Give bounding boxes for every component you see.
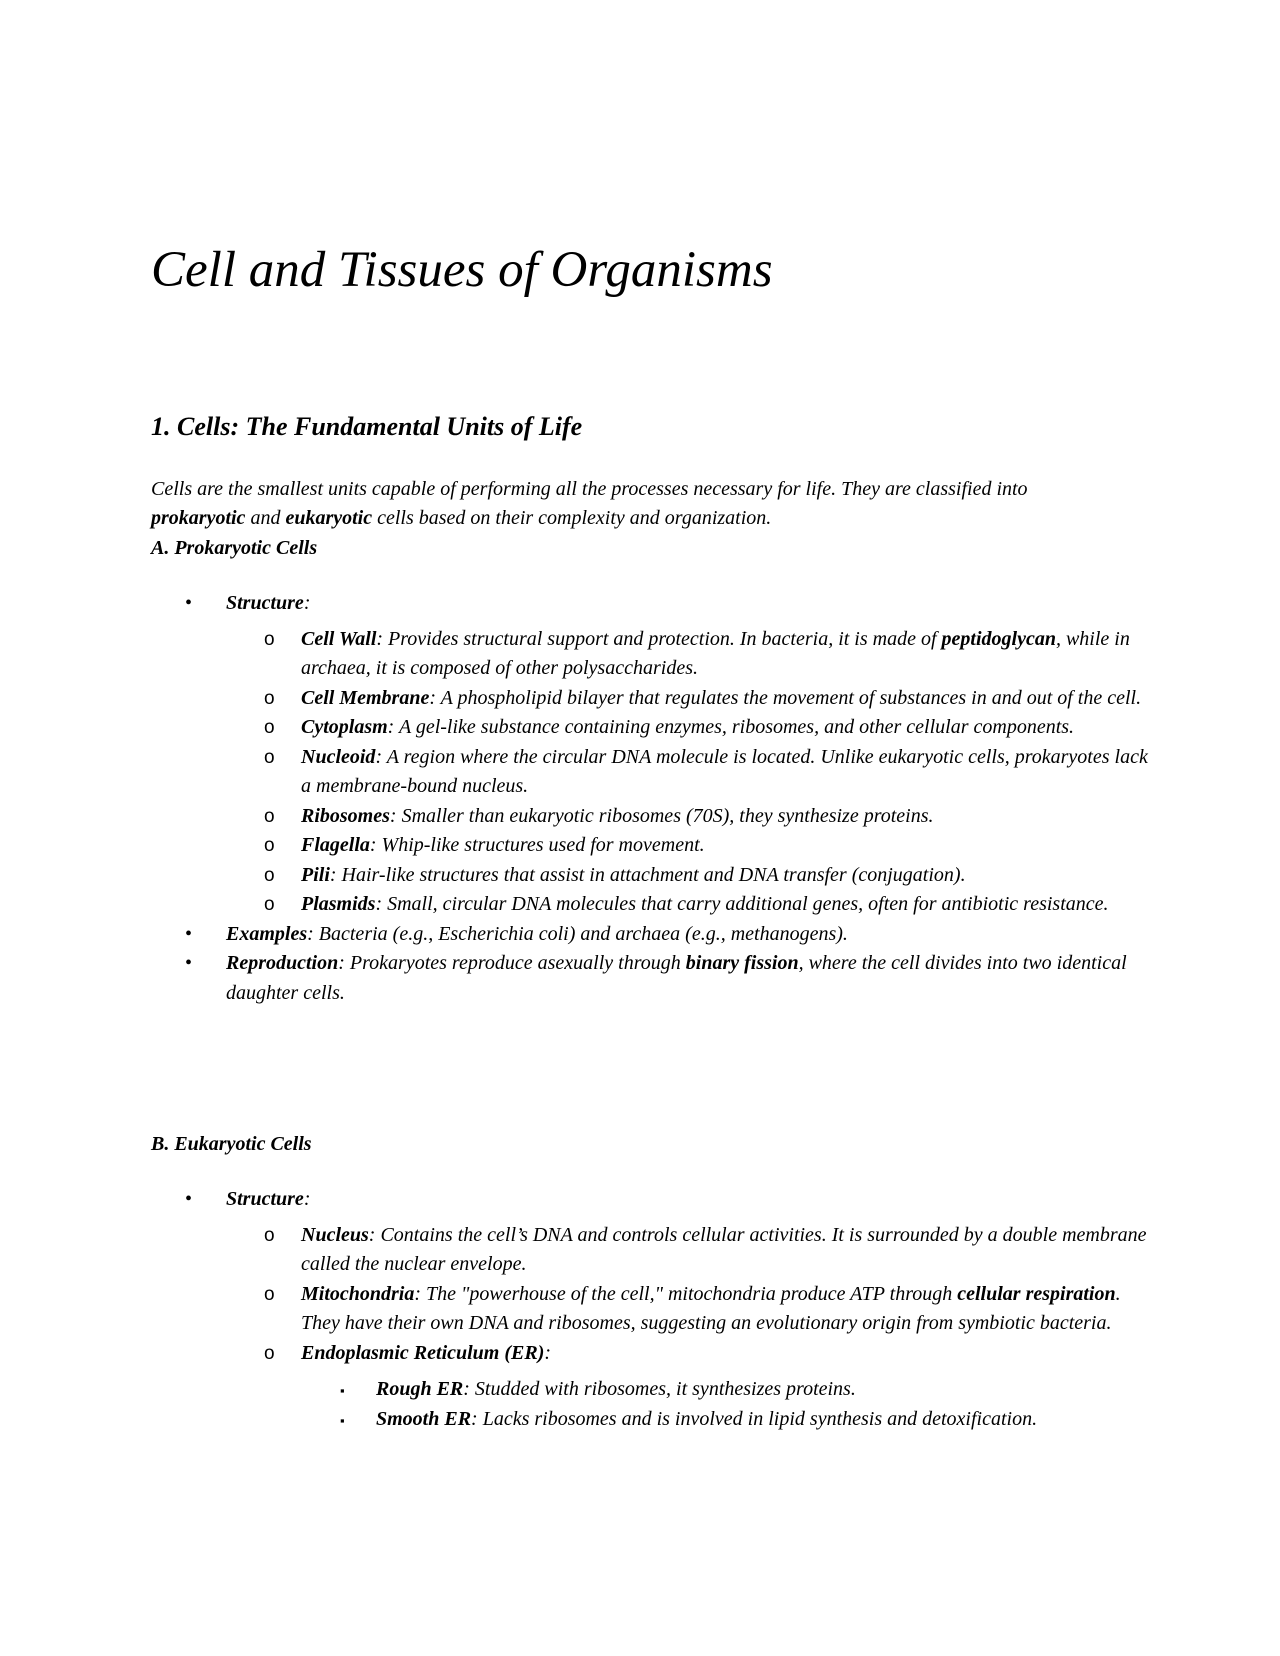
term: Rough ER — [376, 1378, 464, 1400]
circle-marker: o — [264, 717, 275, 738]
list-item — [151, 684, 1151, 714]
bullet-marker: • — [185, 922, 193, 945]
term: Cytoplasm — [301, 716, 388, 738]
bullet-marker: • — [185, 952, 193, 974]
term: Nucleus — [301, 1223, 369, 1246]
bold-term: peptidoglycan — [941, 627, 1056, 650]
bold-term: binary fission — [685, 952, 799, 974]
term: Examples — [226, 922, 308, 945]
description-tail: , while in archaea, it is composed of other polysaccharides. — [301, 627, 1130, 679]
circle-marker: o — [264, 746, 275, 768]
intro-bold-prokaryotic: prokaryotic — [151, 507, 246, 529]
description: : A gel-like substance containing enzymes, ribosomes, and other cellular components. — [387, 716, 1075, 738]
bold-term: cellular respiration — [957, 1282, 1116, 1305]
description: : A phospholipid bilayer that regulates the movement of substances in and out of the cell. — [429, 686, 1142, 709]
structure-suffix: : — [303, 592, 311, 614]
circle-marker: o — [264, 864, 275, 886]
intro-bold-eukaryotic: eukaryotic — [285, 507, 373, 529]
term: Flagella — [301, 834, 370, 856]
list-item — [151, 1339, 1151, 1369]
term: Cell Wall — [301, 627, 377, 650]
intro-text-2: and — [245, 507, 286, 529]
term: Plasmids — [301, 893, 376, 915]
circle-marker: o — [264, 1224, 275, 1246]
list-item — [151, 1185, 1151, 1215]
term: Smooth ER — [376, 1407, 472, 1430]
term: Endoplasmic Reticulum (ER) — [301, 1341, 545, 1364]
circle-marker: o — [264, 687, 275, 709]
description: : Hair-like structures that assist in attachment and DNA transfer (conjugation). — [329, 863, 966, 886]
term: Nucleoid — [301, 745, 376, 768]
circle-marker: o — [264, 628, 275, 650]
list-item — [151, 1375, 1151, 1405]
description: : The "powerhouse of the cell," mitochondria produce ATP through — [414, 1282, 958, 1305]
document-title: Cell and Tissues of Organisms — [151, 242, 773, 298]
list-item — [151, 890, 1151, 920]
structure-label: Structure — [226, 592, 304, 614]
term: Cell Membrane — [301, 686, 430, 709]
term: Ribosomes — [301, 804, 390, 827]
intro-paragraph — [151, 475, 1071, 533]
list-item — [151, 743, 1151, 802]
list-item — [151, 589, 1151, 619]
description: : Bacteria (e.g., Escherichia coli) and archaea (e.g., methanogens). — [307, 922, 848, 945]
description: : Lacks ribosomes and is involved in lipid synthesis and detoxification. — [471, 1407, 1038, 1430]
list-item — [151, 625, 1151, 684]
term: Reproduction — [226, 952, 339, 974]
eukaryotic-heading: B. Eukaryotic Cells — [151, 1133, 312, 1155]
list-item — [151, 1221, 1151, 1280]
term: Mitochondria — [301, 1282, 415, 1305]
list-item — [151, 920, 1151, 950]
square-marker: ▪ — [340, 1412, 345, 1428]
prokaryotic-heading: A. Prokaryotic Cells — [151, 537, 318, 559]
bullet-marker: • — [185, 1188, 193, 1210]
description: : Small, circular DNA molecules that carry additional genes, often for antibiotic resistance. — [375, 893, 1109, 915]
list-item — [151, 713, 1151, 743]
circle-marker: o — [264, 894, 275, 915]
description: : A region where the circular DNA molecule is located. Unlike eukaryotic cells, prokaryotes lack a membrane-bound nucleus. — [301, 745, 1148, 797]
circle-marker: o — [264, 1342, 275, 1364]
circle-marker: o — [264, 1283, 275, 1305]
description: : Studded with ribosomes, it synthesizes proteins. — [463, 1378, 856, 1400]
eukaryotic-list — [151, 1185, 1151, 1434]
intro-text-3: cells based on their complexity and organization. — [372, 507, 772, 529]
square-marker: ▪ — [340, 1383, 345, 1398]
description-tail: , where the cell divides into two identical daughter cells. — [226, 952, 1127, 1004]
description-tail: . They have their own DNA and ribosomes, suggesting an evolutionary origin from symbiotic bacteria. — [301, 1282, 1121, 1334]
intro-text-1: Cells are the smallest units capable of performing all the processes necessary for life. They are classified into — [151, 478, 1028, 500]
description: : Prokaryotes reproduce asexually through — [338, 952, 686, 974]
list-item — [151, 802, 1151, 832]
description: : Contains the cell’s DNA and controls cellular activities. It is surrounded by a double membrane called the nuclear envelope. — [301, 1223, 1147, 1275]
section-heading: 1. Cells: The Fundamental Units of Life — [151, 412, 583, 441]
list-item — [151, 1405, 1151, 1435]
structure-label: Structure — [226, 1188, 304, 1210]
description: : — [544, 1341, 552, 1364]
bullet-marker: • — [185, 592, 193, 614]
description: : Whip-like structures used for movement. — [369, 834, 705, 856]
circle-marker: o — [264, 835, 275, 856]
list-item — [151, 831, 1151, 861]
list-item — [151, 949, 1151, 1008]
list-item — [151, 861, 1151, 891]
list-item — [151, 1280, 1151, 1339]
circle-marker: o — [264, 805, 275, 827]
term: Pili — [301, 863, 330, 886]
description: : Provides structural support and protection. In bacteria, it is made of — [376, 627, 942, 650]
prokaryotic-list — [151, 589, 1151, 1008]
description: : Smaller than eukaryotic ribosomes (70S), they synthesize proteins. — [389, 804, 934, 827]
structure-suffix: : — [303, 1188, 311, 1210]
